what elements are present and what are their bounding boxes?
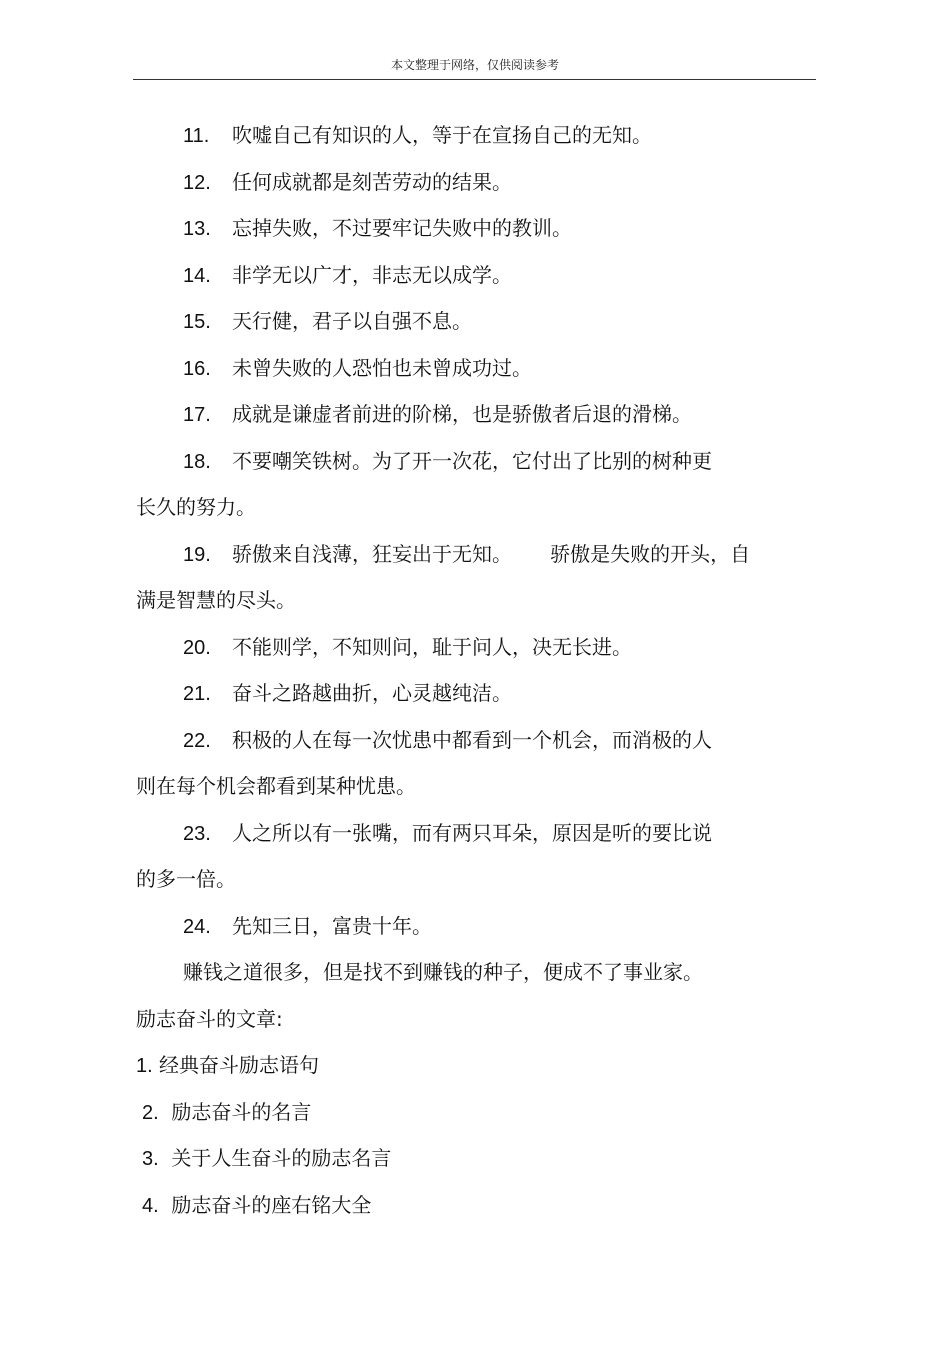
page-header: 本文整理于网络，仅供阅读参考 — [390, 58, 559, 72]
article-number: 1. — [136, 1055, 153, 1077]
quote-item — [136, 670, 816, 717]
quote-number: 23. — [183, 822, 211, 845]
quote-text: 人之所以有一张嘴，而有两只耳朵，原因是听的要比说 — [232, 820, 712, 845]
quote-number: 20. — [183, 636, 211, 659]
quote-text: 不要嘲笑铁树。为了开一次花，它付出了比别的树种更 — [232, 448, 712, 473]
quote-number: 12. — [183, 171, 211, 194]
quote-item — [136, 159, 816, 206]
article-number: 3. — [142, 1148, 159, 1170]
quote-item — [136, 531, 816, 578]
quote-text: 奋斗之路越曲折，心灵越纯洁。 — [232, 681, 512, 705]
article-link-item[interactable] — [136, 1089, 816, 1136]
quote-item — [136, 717, 816, 764]
quote-continuation: 长久的努力。 — [136, 495, 256, 519]
articles-heading: 励志奋斗的文章: — [136, 1006, 283, 1031]
article-link-item[interactable] — [136, 1182, 816, 1229]
quote-number: 17. — [183, 404, 211, 426]
quote-text: 忘掉失败，不过要牢记失败中的教训。 — [232, 216, 572, 240]
quote-text: 未曾失败的人恐怕也未曾成功过。 — [232, 355, 532, 380]
quote-text: 先知三日，富贵十年。 — [232, 913, 432, 938]
quote-text: 非学无以广才，非志无以成学。 — [232, 262, 512, 287]
quote-number: 19. — [183, 543, 211, 566]
quote-text: 成就是谦虚者前进的阶梯，也是骄傲者后退的滑梯。 — [232, 402, 692, 426]
quote-number: 13. — [183, 218, 211, 240]
quote-text: 天行健，君子以自强不息。 — [232, 309, 472, 333]
article-link-item[interactable] — [136, 1042, 816, 1089]
quote-number: 18. — [183, 450, 211, 473]
quote-number: 14. — [183, 264, 211, 287]
quote-item — [136, 903, 816, 950]
document-body — [136, 112, 816, 1228]
quote-item — [136, 112, 816, 159]
quote-number: 16. — [183, 357, 211, 380]
quote-number: 22. — [183, 729, 211, 752]
quote-text: 吹嘘自己有知识的人，等于在宣扬自己的无知。 — [232, 123, 652, 147]
quote-number: 15. — [183, 311, 211, 333]
quote-text: 不能则学，不知则问，耻于问人，决无长进。 — [232, 634, 632, 659]
article-title: 励志奋斗的名言 — [171, 1099, 312, 1124]
quote-item — [136, 391, 816, 438]
article-title: 关于人生奋斗的励志名言 — [171, 1146, 392, 1170]
quote-number: 21. — [183, 683, 211, 705]
quote-item — [136, 345, 816, 392]
header-divider — [133, 79, 816, 80]
quote-text: 任何成就都是刻苦劳动的结果。 — [232, 169, 512, 194]
quote-number: 24. — [183, 915, 211, 938]
quote-item — [136, 810, 816, 857]
article-title: 励志奋斗的座右铭大全 — [171, 1192, 372, 1217]
quote-item — [136, 438, 816, 485]
quote-continuation: 的多一倍。 — [136, 867, 236, 891]
quote-item — [136, 205, 816, 252]
article-number: 4. — [142, 1194, 159, 1217]
quote-text: 骄傲来自浅薄，狂妄出于无知。 骄傲是失败的开头，自 — [232, 541, 751, 566]
quote-item — [136, 298, 816, 345]
quote-number: 11. — [183, 125, 210, 147]
quote-text: 积极的人在每一次忧患中都看到一个机会，而消极的人 — [232, 727, 712, 752]
quote-item — [136, 252, 816, 299]
quote-item — [136, 624, 816, 671]
quote-continuation: 则在每个机会都看到某种忧患。 — [136, 774, 416, 798]
article-title: 经典奋斗励志语句 — [159, 1053, 320, 1077]
quote-continuation: 满是智慧的尽头。 — [136, 588, 296, 612]
article-number: 2. — [142, 1101, 159, 1124]
article-link-item[interactable] — [136, 1135, 816, 1182]
closing-paragraph: 赚钱之道很多，但是找不到赚钱的种子，便成不了事业家。 — [183, 960, 703, 984]
